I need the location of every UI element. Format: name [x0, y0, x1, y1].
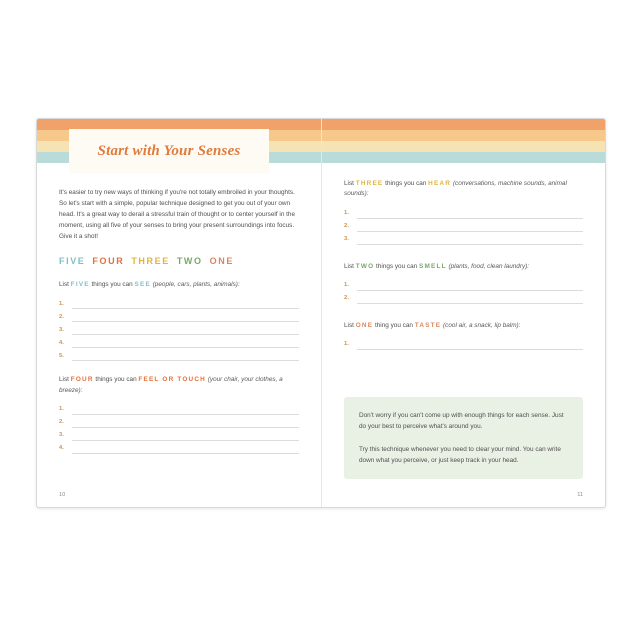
line-number: 4.: [59, 339, 64, 346]
prompt-see-middle: things you can: [89, 281, 135, 289]
answer-line[interactable]: [344, 278, 583, 291]
prompt-hear-number: THREE: [355, 180, 384, 187]
answer-line[interactable]: [59, 415, 299, 428]
note-paragraph-2: Try this technique whenever you need to clear your mind. You can write down what you perceive, or just keep track in your head.: [359, 445, 561, 464]
prompt-feel-lead: List: [59, 376, 71, 384]
countdown-word-four: FOUR: [92, 256, 125, 267]
prompt-taste-sense: TASTE: [414, 321, 442, 329]
prompt-hear: [344, 179, 583, 200]
countdown-word-three: THREE: [131, 256, 170, 267]
line-number: 1.: [344, 341, 349, 348]
line-number: 5.: [59, 352, 64, 359]
prompt-taste-lead: List: [344, 321, 356, 329]
line-number: 3.: [59, 432, 64, 439]
answer-line[interactable]: [59, 441, 299, 454]
answer-lines-taste[interactable]: [344, 337, 583, 350]
prompt-smell: [344, 262, 583, 272]
line-rule[interactable]: [357, 302, 583, 304]
right-page: [321, 119, 605, 507]
band-peach: [322, 130, 605, 141]
prompt-hear-middle: things you can: [383, 180, 429, 187]
note-paragraph-1: Don't worry if you can't come up with enough things for each sense. Just do your best to perceive what's around you.: [359, 412, 564, 431]
page-number-right: 11: [577, 492, 583, 498]
answer-line[interactable]: [344, 232, 583, 245]
answer-line[interactable]: [59, 296, 299, 309]
prompt-hear-sense: HEAR: [428, 180, 452, 187]
page-number-left: 10: [59, 492, 66, 498]
note-box: [344, 397, 583, 479]
prompt-see-hint: (people, cars, plants, animals):: [150, 281, 240, 289]
book-spread: [36, 118, 606, 508]
prompt-feel-middle: things you can: [93, 376, 139, 384]
countdown-word-five: FIVE: [59, 256, 86, 267]
prompt-taste-hint: (cool air, a snack, lip balm):: [441, 321, 521, 329]
line-rule[interactable]: [72, 426, 299, 428]
line-rule[interactable]: [72, 359, 299, 361]
line-rule[interactable]: [72, 413, 299, 415]
prompt-hear-hint: (conversations, machine sounds, animal sounds):: [344, 180, 567, 198]
line-rule[interactable]: [357, 348, 583, 350]
prompt-feel-number: FOUR: [70, 376, 94, 384]
line-rule[interactable]: [72, 452, 299, 454]
answer-line[interactable]: [59, 402, 299, 415]
line-number: 2.: [344, 294, 349, 301]
prompt-taste-number: ONE: [355, 321, 374, 329]
page-title: Start with Your Senses: [97, 142, 241, 159]
prompt-see-sense: SEE: [134, 281, 151, 289]
prompt-feel-hint: (your chair, your clothes, a breeze):: [59, 376, 283, 394]
answer-line[interactable]: [59, 348, 299, 361]
band-teal: [322, 152, 605, 163]
line-number: 1.: [344, 281, 349, 288]
prompt-see-number: FIVE: [70, 281, 90, 289]
answer-lines-smell[interactable]: [344, 278, 583, 304]
answer-lines-hear[interactable]: [344, 206, 583, 245]
line-number: 2.: [59, 313, 64, 320]
prompt-feel-sense: FEEL OR TOUCH: [138, 376, 206, 384]
line-number: 2.: [344, 222, 349, 229]
left-page: [37, 119, 321, 507]
line-rule[interactable]: [357, 243, 583, 245]
line-rule[interactable]: [72, 439, 299, 441]
prompt-smell-hint: (plants, food, clean laundry):: [446, 262, 530, 270]
answer-lines-feel[interactable]: [59, 402, 299, 454]
line-number: 1.: [344, 209, 349, 216]
line-rule[interactable]: [72, 346, 299, 348]
answer-line[interactable]: [59, 428, 299, 441]
line-number: 1.: [59, 406, 64, 413]
prompt-see-lead: List: [59, 281, 71, 289]
prompt-feel-or-touch: [59, 375, 299, 396]
title-plaque: [69, 129, 269, 173]
left-page-content: [37, 171, 321, 507]
line-number: 4.: [59, 445, 64, 452]
answer-line[interactable]: [59, 335, 299, 348]
band-cream: [322, 141, 605, 152]
prompt-smell-middle: things you can: [374, 262, 420, 270]
color-bands-right: [322, 119, 605, 163]
answer-line[interactable]: [59, 322, 299, 335]
intro-paragraph: It's easier to try new ways of thinking if you're not totally embroiled in your thoughts. So let's start with a simple, popular technique designed to get you out of your own head. It's a great way to derail a stressful train of thought or to center yourself in the moment, using all five of your senses to bring your present surroundings into focus. Give it a shot!: [59, 189, 296, 241]
line-rule[interactable]: [357, 230, 583, 232]
answer-lines-see[interactable]: [59, 296, 299, 361]
prompt-hear-lead: List: [344, 180, 356, 187]
prompt-taste: [344, 321, 583, 331]
line-number: 1.: [59, 300, 64, 307]
line-rule[interactable]: [357, 289, 583, 291]
line-number: 3.: [59, 326, 64, 333]
countdown-word-two: TWO: [176, 256, 203, 267]
line-rule[interactable]: [357, 217, 583, 219]
line-rule[interactable]: [72, 333, 299, 335]
prompt-smell-lead: List: [344, 262, 356, 270]
line-number: 2.: [59, 419, 64, 426]
answer-line[interactable]: [344, 206, 583, 219]
band-orange: [322, 119, 605, 130]
prompt-smell-number: TWO: [355, 262, 375, 270]
answer-line[interactable]: [344, 337, 583, 350]
prompt-smell-sense: SMELL: [419, 262, 447, 270]
line-rule[interactable]: [72, 320, 299, 322]
answer-line[interactable]: [344, 219, 583, 232]
prompt-see: [59, 280, 299, 290]
line-number: 3.: [344, 235, 349, 242]
countdown-word-one: ONE: [209, 256, 234, 267]
line-rule[interactable]: [72, 307, 299, 309]
answer-line[interactable]: [59, 309, 299, 322]
prompt-taste-middle: thing you can: [373, 321, 415, 329]
sense-countdown: [59, 256, 299, 266]
answer-line[interactable]: [344, 291, 583, 304]
